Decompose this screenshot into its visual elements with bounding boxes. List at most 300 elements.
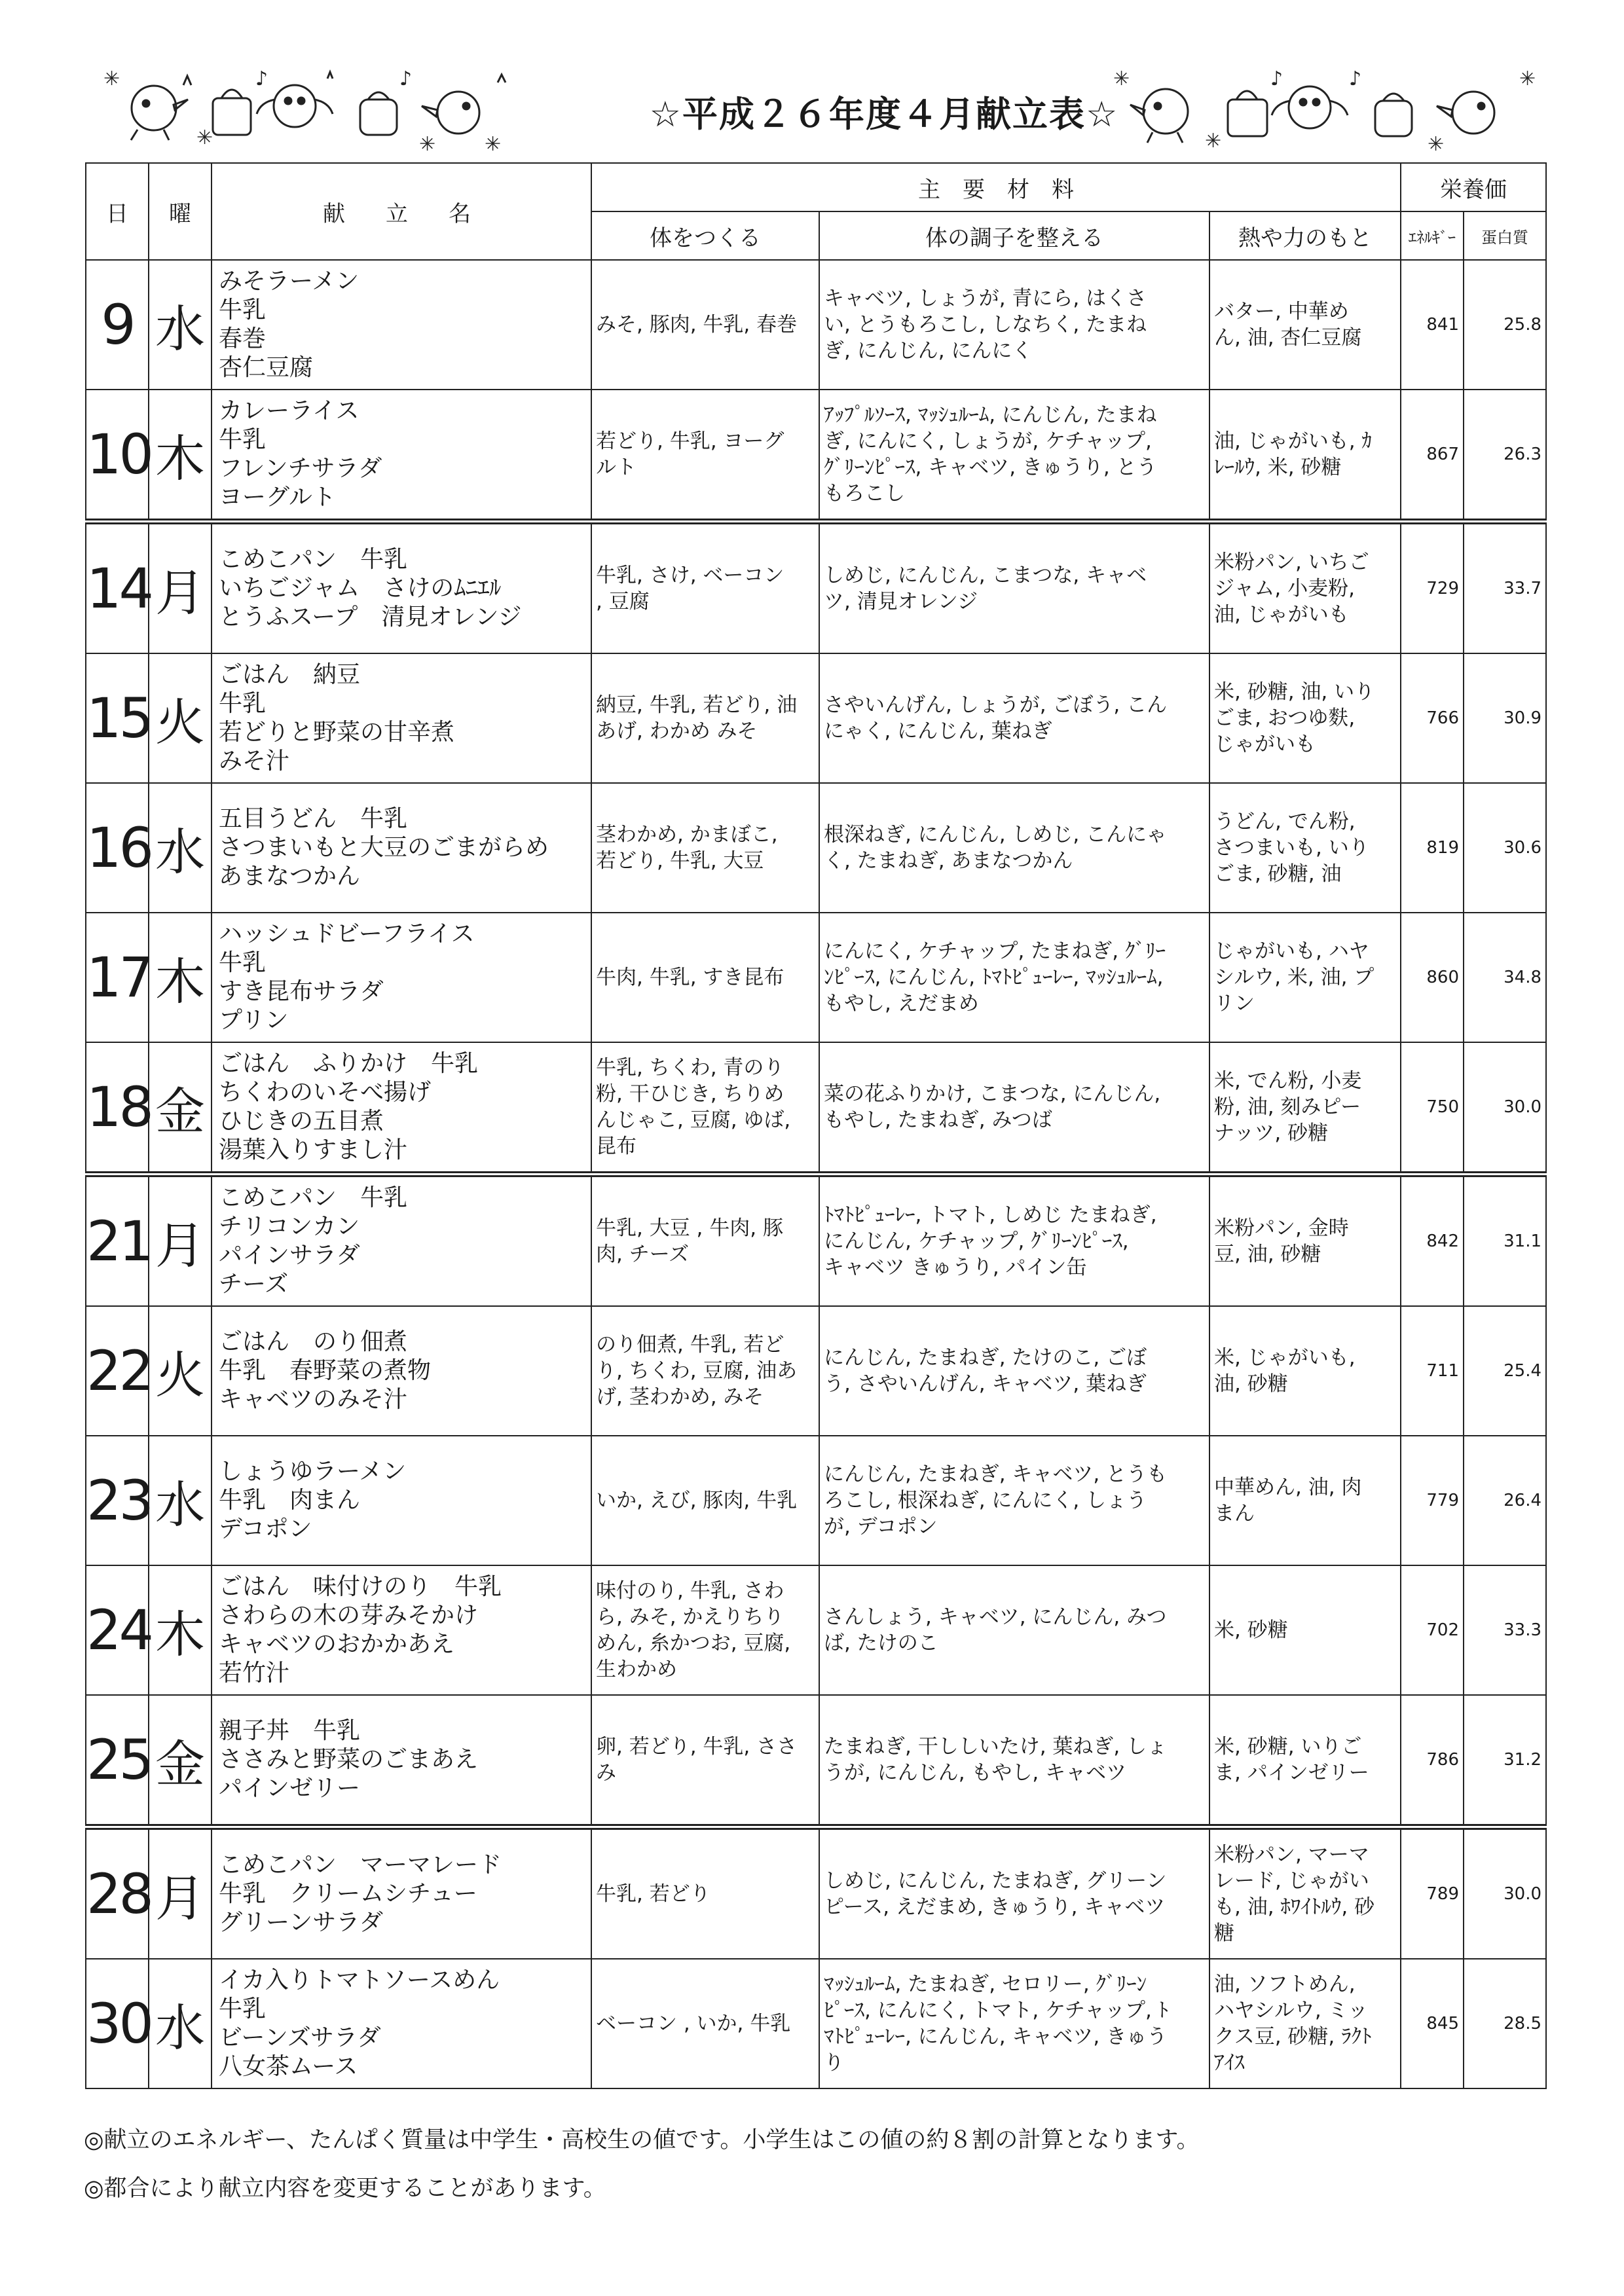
ingredient-line: んじゃこ, 豆腐, ゆば, xyxy=(596,1108,791,1132)
energy-source-ingredients xyxy=(1209,1436,1401,1565)
ingredient-line: り, ちくわ, 豆腐, 油あ xyxy=(596,1359,798,1383)
menu-item: ごはん ふりかけ 牛乳 xyxy=(219,1050,479,1077)
weekday: 水 xyxy=(149,260,212,390)
menu-item: こめこパン 牛乳 xyxy=(219,1184,408,1211)
day-number: 24 xyxy=(86,1565,149,1695)
day-number: 14 xyxy=(86,522,149,654)
menu-row xyxy=(86,260,1546,390)
ingredient-line: まん xyxy=(1214,1502,1255,1525)
body-building-ingredients xyxy=(591,1306,819,1436)
ingredient-line: にんにく, ケチャップ, たまねぎ, ｸﾞﾘｰ xyxy=(824,939,1166,963)
energy-value: 786 xyxy=(1401,1695,1464,1827)
ingredient-line: さんしょう, キャベツ, にんじん, みつ xyxy=(824,1605,1167,1629)
menu-row xyxy=(86,390,1546,522)
menu-item: 牛乳 クリームシチュー xyxy=(219,1880,477,1907)
ingredient-line: 米, 砂糖 xyxy=(1214,1618,1288,1642)
body-building-ingredients xyxy=(591,1959,819,2088)
protein-value: 30.9 xyxy=(1464,653,1546,783)
day-number: 28 xyxy=(86,1827,149,1959)
body-conditioning-ingredients xyxy=(819,1436,1209,1565)
energy-source-ingredients xyxy=(1209,1175,1401,1307)
menu-item: イカ入りトマトソースめん xyxy=(219,1967,500,1994)
ingredient-line: 米粉パン, 金時 xyxy=(1214,1216,1349,1240)
body-conditioning-ingredients xyxy=(819,1042,1209,1175)
body-building-ingredients xyxy=(591,783,819,913)
menu-item: 春巻 xyxy=(219,325,267,352)
svg-text:✳: ✳ xyxy=(419,133,436,156)
ingredient-line: もろこし xyxy=(824,482,905,505)
body-building-ingredients xyxy=(591,1695,819,1827)
menu-item: 八女茶ムース xyxy=(219,2053,358,2080)
menu-row xyxy=(86,783,1546,913)
ingredient-line: ジャム, 小麦粉, xyxy=(1214,577,1355,600)
ingredient-line: も, 油, ﾎﾜｲﾄﾙｳ, 砂 xyxy=(1214,1895,1375,1919)
ingredient-line: 若どり, 牛乳, 大豆 xyxy=(596,849,764,873)
menu-item: みそラーメン xyxy=(219,268,360,295)
body-building-ingredients xyxy=(591,1175,819,1307)
menu-item: ヨーグルト xyxy=(219,484,336,511)
ingredient-line: 菜の花ふりかけ, こまつな, にんじん, xyxy=(824,1082,1161,1106)
ingredient-line: さつまいも, いり xyxy=(1214,836,1369,860)
menu-item: 牛乳 xyxy=(219,426,267,453)
ingredient-line: めん, 糸かつお, 豆腐, xyxy=(596,1631,791,1655)
energy-source-ingredients xyxy=(1209,260,1401,390)
ingredient-line: 若どり, 牛乳, ヨーグ xyxy=(596,429,784,453)
weekday: 木 xyxy=(149,913,212,1042)
body-conditioning-ingredients xyxy=(819,1695,1209,1827)
protein-value: 25.8 xyxy=(1464,260,1546,390)
ingredient-line: 油, じゃがいも xyxy=(1214,603,1349,627)
menu-item: カレーライス xyxy=(219,397,360,424)
protein-value: 33.7 xyxy=(1464,522,1546,654)
ingredient-line: にゃく, にんじん, 葉ねぎ xyxy=(824,720,1052,743)
menu-item: ハッシュドビーフライス xyxy=(219,920,475,947)
ingredient-line: うどん, でん粉, xyxy=(1214,810,1356,833)
menu-items xyxy=(212,1695,591,1827)
menu-item: こめこパン 牛乳 xyxy=(219,546,408,573)
menu-item: あまなつかん xyxy=(219,863,361,890)
ingredient-line: シルウ, 米, 油, プ xyxy=(1214,966,1375,989)
svg-text:✳: ✳ xyxy=(485,133,502,156)
ingredient-line: ﾋﾟｰｽ, にんにく, トマト, ケチャップ, ﾄ xyxy=(824,1999,1169,2022)
day-number: 9 xyxy=(86,260,149,390)
ingredient-line: み xyxy=(596,1761,616,1785)
ingredient-line: あげ, わかめ みそ xyxy=(596,720,758,743)
energy-source-ingredients xyxy=(1209,783,1401,913)
menu-item: さつまいもと大豆のごまがらめ xyxy=(219,834,549,861)
menu-item: 牛乳 春野菜の煮物 xyxy=(219,1357,432,1384)
ingredient-line: ハヤシルウ, ミッ xyxy=(1214,1999,1369,2022)
ingredient-line: 茎わかめ, かまぼこ, xyxy=(596,823,778,847)
footnote-nutrition: ◎献立のエネルギー、たんぱく質量は中学生・高校生の値です。小学生はこの値の約８割の計算となります。 xyxy=(84,2127,1200,2153)
ingredient-line: バター, 中華め xyxy=(1214,300,1349,323)
svg-text:♪: ♪ xyxy=(1270,67,1283,90)
body-conditioning-ingredients xyxy=(819,1175,1209,1307)
body-building-ingredients xyxy=(591,1565,819,1695)
weekday: 木 xyxy=(149,1565,212,1695)
menu-item: さわらの木の芽みそかけ xyxy=(219,1602,479,1629)
ingredient-line: ルト xyxy=(596,456,637,479)
ingredient-line: 牛乳, さけ, ベーコン xyxy=(596,564,784,587)
menu-item: いちごジャム さけのﾑﾆｴﾙ xyxy=(219,575,502,602)
ingredient-line: ば, たけのこ xyxy=(824,1631,938,1655)
menu-item: 牛乳 xyxy=(219,1995,267,2022)
energy-value: 841 xyxy=(1401,260,1464,390)
header-body-conditioning: 体の調子を整える xyxy=(819,211,1209,260)
ingredient-line: しめじ, にんじん, こまつな, キャベ xyxy=(824,564,1147,587)
menu-item: パインサラダ xyxy=(219,1242,360,1269)
ingredient-line: 牛乳, 大豆 , 牛肉, 豚 xyxy=(596,1216,783,1240)
ingredient-line: 牛乳, ちくわ, 青のり xyxy=(596,1056,784,1080)
ingredient-line: 牛肉, 牛乳, すき昆布 xyxy=(596,966,784,989)
ingredient-line: 昆布 xyxy=(596,1135,637,1158)
weekday: 金 xyxy=(149,1042,212,1175)
weekday: 金 xyxy=(149,1695,212,1827)
menu-item: グリーンサラダ xyxy=(219,1909,383,1936)
menu-item: こめこパン マーマレード xyxy=(219,1851,502,1878)
ingredient-line: 米, でん粉, 小麦 xyxy=(1214,1069,1362,1093)
menu-row xyxy=(86,913,1546,1042)
menu-item: デコポン xyxy=(219,1516,312,1542)
menu-items xyxy=(212,1175,591,1307)
protein-value: 26.4 xyxy=(1464,1436,1546,1565)
ingredient-line: 米, 砂糖, いりご xyxy=(1214,1735,1362,1758)
protein-value: 31.1 xyxy=(1464,1175,1546,1307)
protein-value: 33.3 xyxy=(1464,1565,1546,1695)
menu-item: プリン xyxy=(219,1007,289,1034)
ingredient-line: ろこし, 根深ねぎ, にんにく, しょう xyxy=(824,1489,1147,1512)
menu-items xyxy=(212,1436,591,1565)
svg-text:✳: ✳ xyxy=(196,126,213,149)
body-conditioning-ingredients xyxy=(819,783,1209,913)
ingredient-line: にんじん, ケチャップ, ｸﾞﾘｰﾝﾋﾟｰｽ, xyxy=(824,1230,1129,1253)
ingredient-line: ﾏﾄﾋﾟｭｰﾚｰ, にんじん, キャベツ, きゅう xyxy=(824,2025,1168,2049)
menu-items xyxy=(212,1565,591,1695)
ingredient-line: ナッツ, 砂糖 xyxy=(1214,1121,1329,1145)
svg-text:♪: ♪ xyxy=(255,67,268,90)
ingredient-line: げ, 茎わかめ, みそ xyxy=(596,1385,764,1409)
page-title: ☆平成２６年度４月献立表☆ xyxy=(649,94,1119,135)
ingredient-line: うが, にんじん, もやし, キャベツ xyxy=(824,1761,1127,1785)
menu-items xyxy=(212,1827,591,1959)
body-building-ingredients xyxy=(591,913,819,1042)
ingredient-line: 粉, 油, 刻みピー xyxy=(1214,1095,1361,1119)
energy-value: 867 xyxy=(1401,390,1464,522)
menu-row xyxy=(86,653,1546,783)
energy-source-ingredients xyxy=(1209,1306,1401,1436)
menu-row xyxy=(86,522,1546,654)
day-number: 25 xyxy=(86,1695,149,1827)
menu-item: 牛乳 xyxy=(219,297,267,323)
menu-item: 杏仁豆腐 xyxy=(219,354,314,381)
menu-items xyxy=(212,783,591,913)
menu-items xyxy=(212,1959,591,2088)
header-nutrition: 栄養価 xyxy=(1401,163,1546,211)
body-building-ingredients xyxy=(591,260,819,390)
ingredient-line: い, とうもろこし, しなちく, たまね xyxy=(824,313,1147,337)
ingredient-line: 油, ソフトめん, xyxy=(1214,1973,1356,1996)
footnote-change: ◎都合により献立内容を変更することがあります。 xyxy=(84,2176,606,2202)
protein-value: 30.6 xyxy=(1464,783,1546,913)
energy-value: 860 xyxy=(1401,913,1464,1042)
menu-row xyxy=(86,1175,1546,1307)
ingredient-line: 豆, 油, 砂糖 xyxy=(1214,1243,1321,1266)
weekday: 木 xyxy=(149,390,212,522)
energy-source-ingredients xyxy=(1209,1959,1401,2088)
day-number: 15 xyxy=(86,653,149,783)
menu-item: しょうゆラーメン xyxy=(219,1458,407,1485)
ingredient-line: ｸﾞﾘｰﾝﾋﾟｰｽ, キャベツ, きゅうり, とう xyxy=(824,456,1157,479)
day-number: 17 xyxy=(86,913,149,1042)
protein-value: 30.0 xyxy=(1464,1042,1546,1175)
ingredient-line: が, デコポン xyxy=(824,1515,938,1539)
menu-item: キャベツのみそ汁 xyxy=(219,1386,408,1413)
ingredient-line: みそ, 豚肉, 牛乳, 春巻 xyxy=(596,313,798,337)
ingredient-line: ﾚｰﾙｳ, 米, 砂糖 xyxy=(1214,456,1342,479)
menu-items xyxy=(212,1042,591,1175)
body-conditioning-ingredients xyxy=(819,913,1209,1042)
menu-items xyxy=(212,913,591,1042)
menu-item: 親子丼 牛乳 xyxy=(219,1717,361,1744)
svg-text:✳: ✳ xyxy=(1205,130,1222,153)
svg-text:✳: ✳ xyxy=(1113,67,1130,90)
ingredient-line: 油, じゃがいも, ｶ xyxy=(1214,429,1372,453)
menu-item: 湯葉入りすまし汁 xyxy=(219,1137,408,1163)
svg-text:♪: ♪ xyxy=(1349,67,1362,90)
body-conditioning-ingredients xyxy=(819,1565,1209,1695)
menu-items xyxy=(212,522,591,654)
body-building-ingredients xyxy=(591,1042,819,1175)
ingredient-line: , 豆腐 xyxy=(596,590,650,613)
menu-item: 五目うどん 牛乳 xyxy=(219,805,408,832)
menu-item: ビーンズサラダ xyxy=(219,2024,381,2051)
svg-text:✳: ✳ xyxy=(1519,67,1536,90)
weekday: 火 xyxy=(149,653,212,783)
ingredient-line: 納豆, 牛乳, 若どり, 油 xyxy=(596,693,798,717)
weekday: 水 xyxy=(149,1436,212,1565)
energy-value: 702 xyxy=(1401,1565,1464,1695)
ingredient-line: じゃがいも xyxy=(1214,733,1316,756)
ingredient-line: 糖 xyxy=(1214,1922,1234,1945)
menu-item: フレンチサラダ xyxy=(219,455,382,482)
menu-table xyxy=(85,162,1547,2089)
header-weekday: 曜 xyxy=(149,163,212,260)
menu-row xyxy=(86,1306,1546,1436)
body-conditioning-ingredients xyxy=(819,1306,1209,1436)
weekday: 月 xyxy=(149,1175,212,1307)
body-conditioning-ingredients xyxy=(819,390,1209,522)
menu-items xyxy=(212,260,591,390)
energy-source-ingredients xyxy=(1209,1565,1401,1695)
menu-row xyxy=(86,1436,1546,1565)
weekday: 月 xyxy=(149,1827,212,1959)
ingredient-line: ツ, 清見オレンジ xyxy=(824,590,978,613)
menu-item: キャベツのおかかあえ xyxy=(219,1631,455,1658)
bird-decoration-left xyxy=(92,59,550,157)
ingredient-line: ﾄﾏﾄﾋﾟｭｰﾚｰ, トマト, しめじ たまねぎ, xyxy=(824,1203,1157,1227)
header-body-building: 体をつくる xyxy=(591,211,819,260)
menu-items xyxy=(212,653,591,783)
ingredient-line: しめじ, にんじん, たまねぎ, グリーン xyxy=(824,1869,1167,1893)
ingredient-line: ベーコン , いか, 牛乳 xyxy=(596,2012,791,2035)
day-number: 30 xyxy=(86,1959,149,2088)
energy-source-ingredients xyxy=(1209,390,1401,522)
day-number: 16 xyxy=(86,783,149,913)
menu-item: 牛乳 肉まん xyxy=(219,1487,361,1514)
energy-value: 789 xyxy=(1401,1827,1464,1959)
svg-text:✳: ✳ xyxy=(103,67,120,90)
protein-value: 34.8 xyxy=(1464,913,1546,1042)
energy-value: 750 xyxy=(1401,1042,1464,1175)
menu-item: ちくわのいそべ揚げ xyxy=(219,1079,432,1106)
menu-item: ごはん 味付けのり 牛乳 xyxy=(219,1573,502,1600)
ingredient-line: リン xyxy=(1214,992,1255,1015)
header-energy: ｴﾈﾙｷﾞｰ xyxy=(1401,211,1464,260)
menu-item: ひじきの五目煮 xyxy=(219,1108,384,1135)
menu-item: ごはん 納豆 xyxy=(219,661,361,688)
body-building-ingredients xyxy=(591,1436,819,1565)
body-building-ingredients xyxy=(591,1827,819,1959)
day-number: 18 xyxy=(86,1042,149,1175)
ingredient-line: もやし, たまねぎ, みつば xyxy=(824,1108,1052,1132)
ingredient-line: さやいんげん, しょうが, ごぼう, こん xyxy=(824,693,1168,717)
day-number: 22 xyxy=(86,1306,149,1436)
menu-item: とうふスープ 清見オレンジ xyxy=(219,604,522,630)
ingredient-line: ﾝﾋﾟｰｽ, にんじん, ﾄﾏﾄﾋﾟｭｰﾚｰ, ﾏｯｼｭﾙｰﾑ, xyxy=(824,966,1164,989)
menu-item: みそ汁 xyxy=(219,748,290,774)
ingredient-line: く, たまねぎ, あまなつかん xyxy=(824,849,1073,873)
header-menu: 献 立 名 xyxy=(212,163,591,260)
energy-value: 845 xyxy=(1401,1959,1464,2088)
ingredient-line: ｱｲｽ xyxy=(1214,2051,1245,2075)
energy-source-ingredients xyxy=(1209,653,1401,783)
ingredient-line: ぎ, にんにく, しょうが, ケチャップ, xyxy=(824,429,1152,453)
ingredient-line: ﾏｯｼｭﾙｰﾑ, たまねぎ, セロリー, ｸﾞﾘｰﾝ xyxy=(824,1973,1147,1996)
ingredient-line: 米, じゃがいも, xyxy=(1214,1346,1356,1370)
ingredient-line: 油, 砂糖 xyxy=(1214,1372,1288,1396)
menu-item: 牛乳 xyxy=(219,690,267,717)
body-building-ingredients xyxy=(591,653,819,783)
ingredient-line: 生わかめ xyxy=(596,1658,677,1681)
ingredient-line: ｱｯﾌﾟﾙｿｰｽ, ﾏｯｼｭﾙｰﾑ, にんじん, たまね xyxy=(824,403,1157,427)
menu-row xyxy=(86,1827,1546,1959)
header-energy-source: 熱や力のもと xyxy=(1209,211,1401,260)
menu-items xyxy=(212,1306,591,1436)
ingredient-line: 米粉パン, マーマ xyxy=(1214,1843,1369,1867)
ingredient-line: 根深ねぎ, にんじん, しめじ, こんにゃ xyxy=(824,823,1167,847)
ingredient-line: 卵, 若どり, 牛乳, ささ xyxy=(596,1735,798,1758)
ingredient-line: ぎ, にんじん, にんにく xyxy=(824,339,1033,363)
ingredient-line: 中華めん, 油, 肉 xyxy=(1214,1476,1362,1499)
body-conditioning-ingredients xyxy=(819,260,1209,390)
energy-source-ingredients xyxy=(1209,522,1401,654)
header-day: 日 xyxy=(86,163,149,260)
energy-source-ingredients xyxy=(1209,913,1401,1042)
day-number: 21 xyxy=(86,1175,149,1307)
ingredient-line: ピース, えだまめ, きゅうり, キャベツ xyxy=(824,1895,1166,1919)
ingredient-line: 味付のり, 牛乳, さわ xyxy=(596,1579,784,1603)
energy-value: 779 xyxy=(1401,1436,1464,1565)
ingredient-line: いか, えび, 豚肉, 牛乳 xyxy=(596,1489,798,1512)
menu-item: チーズ xyxy=(219,1271,289,1298)
ingredient-line: のり佃煮, 牛乳, 若ど xyxy=(596,1333,784,1357)
menu-row xyxy=(86,1042,1546,1175)
menu-item: チリコンカン xyxy=(219,1213,360,1240)
ingredient-line: 肉, チーズ xyxy=(596,1243,690,1266)
menu-item: 若どりと野菜の甘辛煮 xyxy=(219,719,455,746)
ingredient-line: ま, パインゼリー xyxy=(1214,1761,1369,1785)
menu-item: すき昆布サラダ xyxy=(219,978,384,1005)
ingredient-line: ごま, おつゆ麩, xyxy=(1214,706,1356,730)
energy-source-ingredients xyxy=(1209,1827,1401,1959)
body-conditioning-ingredients xyxy=(819,653,1209,783)
svg-text:♪: ♪ xyxy=(399,67,413,90)
ingredient-line: たまねぎ, 干ししいたけ, 葉ねぎ, しょ xyxy=(824,1735,1168,1758)
ingredient-line: り xyxy=(824,2051,844,2075)
body-conditioning-ingredients xyxy=(819,1959,1209,2088)
energy-value: 842 xyxy=(1401,1175,1464,1307)
menu-item: 若竹汁 xyxy=(219,1660,290,1686)
ingredient-line: もやし, えだまめ xyxy=(824,992,979,1015)
ingredient-line: 米粉パン, いちご xyxy=(1214,551,1369,574)
ingredient-line: レード, じゃがい xyxy=(1214,1869,1369,1893)
energy-value: 819 xyxy=(1401,783,1464,913)
energy-source-ingredients xyxy=(1209,1042,1401,1175)
body-building-ingredients xyxy=(591,390,819,522)
ingredient-line: ら, みそ, かえりちり xyxy=(596,1605,784,1629)
ingredient-line: う, さやいんげん, キャベツ, 葉ねぎ xyxy=(824,1372,1147,1396)
ingredient-line: 米, 砂糖, 油, いり xyxy=(1214,680,1375,704)
ingredient-line: キャベツ きゅうり, パイン缶 xyxy=(824,1256,1087,1279)
protein-value: 31.2 xyxy=(1464,1695,1546,1827)
header-main-ingredients: 主 要 材 料 xyxy=(591,163,1401,211)
ingredient-line: にんじん, たまねぎ, たけのこ, ごぼ xyxy=(824,1346,1147,1370)
menu-item: ごはん のり佃煮 xyxy=(219,1328,408,1355)
protein-value: 28.5 xyxy=(1464,1959,1546,2088)
menu-item: 牛乳 xyxy=(219,949,267,976)
protein-value: 30.0 xyxy=(1464,1827,1546,1959)
ingredient-line: クス豆, 砂糖, ﾗｸﾄ xyxy=(1214,2025,1372,2049)
body-building-ingredients xyxy=(591,522,819,654)
ingredient-line: ん, 油, 杏仁豆腐 xyxy=(1214,326,1362,350)
weekday: 火 xyxy=(149,1306,212,1436)
svg-text:✳: ✳ xyxy=(1428,133,1445,156)
ingredient-line: にんじん, たまねぎ, キャベツ, とうも xyxy=(824,1463,1168,1486)
protein-value: 25.4 xyxy=(1464,1306,1546,1436)
ingredient-line: じゃがいも, ハヤ xyxy=(1214,939,1369,963)
weekday: 水 xyxy=(149,1959,212,2088)
menu-item: ささみと野菜のごまあえ xyxy=(219,1746,479,1773)
header-protein: 蛋白質 xyxy=(1464,211,1546,260)
protein-value: 26.3 xyxy=(1464,390,1546,522)
energy-value: 729 xyxy=(1401,522,1464,654)
menu-row xyxy=(86,1565,1546,1695)
ingredient-line: ごま, 砂糖, 油 xyxy=(1214,862,1342,886)
menu-row xyxy=(86,1695,1546,1827)
footnotes xyxy=(84,2116,1551,2213)
energy-source-ingredients xyxy=(1209,1695,1401,1827)
menu-items xyxy=(212,390,591,522)
body-conditioning-ingredients xyxy=(819,1827,1209,1959)
ingredient-line: 粉, 干ひじき, ちりめ xyxy=(596,1082,784,1106)
weekday: 月 xyxy=(149,522,212,654)
bird-decoration-right xyxy=(1100,59,1559,157)
day-number: 23 xyxy=(86,1436,149,1565)
page-header xyxy=(92,59,1552,157)
weekday: 水 xyxy=(149,783,212,913)
energy-value: 766 xyxy=(1401,653,1464,783)
ingredient-line: キャベツ, しょうが, 青にら, はくさ xyxy=(824,287,1147,310)
